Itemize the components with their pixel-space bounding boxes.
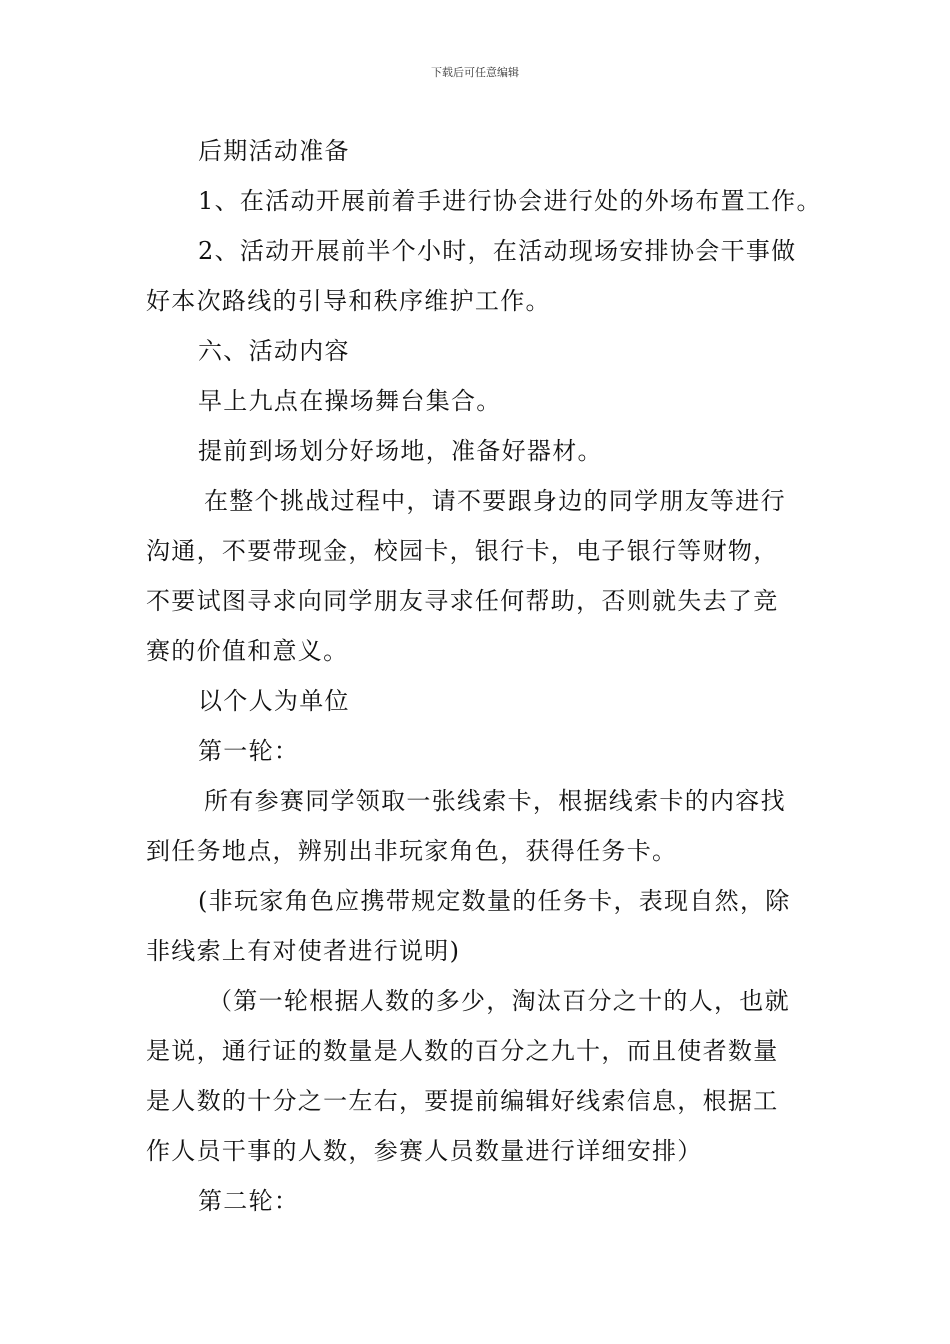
- document-body: [146, 126, 822, 1226]
- paragraph-round-one-clue: [146, 776, 816, 876]
- paragraph-step-2: [146, 226, 816, 326]
- text-line: 好本次路线的引导和秩序维护工作。: [146, 287, 551, 315]
- paragraph-step-1: 1、在活动开展前着手进行协会进行处的外场布置工作。: [198, 187, 822, 215]
- paragraph-setup: 提前到场划分好场地，准备好器材。: [198, 437, 603, 465]
- text-line: 在整个挑战过程中，请不要跟身边的同学朋友等进行: [204, 487, 786, 515]
- text-line: (非玩家角色应携带规定数量的任务卡，表现自然，除: [198, 887, 791, 915]
- text-line: 是说，通行证的数量是人数的百分之九十，而且使者数量: [146, 1037, 779, 1065]
- text-line: 是人数的十分之一左右，要提前编辑好线索信息，根据工: [146, 1087, 779, 1115]
- round-two-heading: 第二轮：: [198, 1187, 300, 1215]
- section-title-preparation: 后期活动准备: [198, 137, 350, 165]
- text-line: 到任务地点，辨别出非玩家角色，获得任务卡。: [146, 837, 678, 865]
- text-line: 非线索上有对使者进行说明): [146, 937, 461, 965]
- paragraph-elimination-note: [146, 976, 816, 1176]
- paragraph-rules: [146, 476, 816, 676]
- text-line: 所有参赛同学领取一张线索卡，根据线索卡的内容找: [204, 787, 786, 815]
- text-line: （第一轮根据人数的多少，淘汰百分之十的人，也就: [208, 987, 790, 1015]
- text-line: 不要试图寻求向同学朋友寻求任何帮助，否则就失去了竞: [146, 587, 779, 615]
- text-line: 沟通，不要带现金，校园卡，银行卡，电子银行等财物，: [146, 537, 779, 565]
- round-one-heading: 第一轮：: [198, 737, 300, 765]
- text-line: 2、活动开展前半个小时，在活动现场安排协会干事做: [198, 237, 797, 265]
- paragraph-unit: 以个人为单位: [198, 687, 350, 715]
- page-header: 下载后可任意编辑: [431, 66, 519, 79]
- section-title-content: 六、活动内容: [198, 337, 350, 365]
- text-line: 作人员干事的人数，参赛人员数量进行详细安排）: [146, 1137, 703, 1165]
- paragraph-npc-note: [146, 876, 816, 976]
- paragraph-gathering: 早上九点在操场舞台集合。: [198, 387, 502, 415]
- text-line: 赛的价值和意义。: [146, 637, 349, 665]
